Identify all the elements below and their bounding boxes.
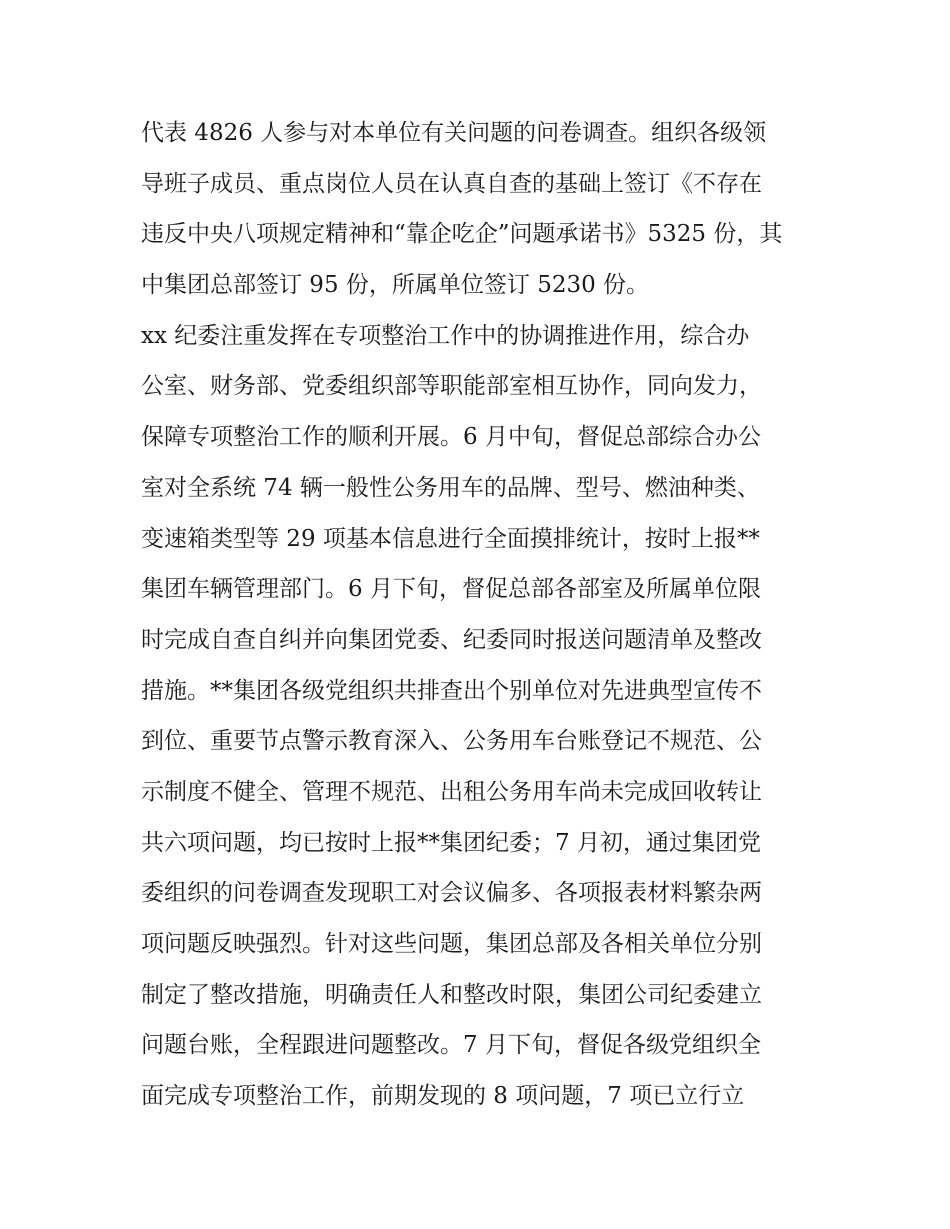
text-line: 保障专项整治工作的顺利开展。6 月中旬，督促总部综合办公: [141, 424, 761, 451]
text-line: 示制度不健全、管理不规范、出租公务用车尚未完成回收转让: [141, 778, 762, 805]
text-line: 问题台账，全程跟进问题整改。7 月下旬，督促各级党组织全: [141, 1032, 761, 1059]
text-line: 中集团总部签订 95 份，所属单位签订 5230 份。: [141, 272, 650, 299]
text-line: 违反中央八项规定精神和“靠企吃企”问题承诺书》5325 份，其: [141, 221, 783, 248]
text-line: 面完成专项整治工作，前期发现的 8 项问题，7 项已立行立: [141, 1083, 745, 1110]
text-line: 变速箱类型等 29 项基本信息进行全面摸排统计，按时上报**: [141, 525, 760, 552]
text-line: 委组织的问卷调查发现职工对会议偏多、各项报表材料繁杂两: [141, 880, 762, 907]
text-line: 室对全系统 74 辆一般性公务用车的品牌、型号、燃油种类、: [141, 474, 760, 501]
text-line: 导班子成员、重点岗位人员在认真自查的基础上签订《不存在: [141, 170, 762, 197]
text-line: 集团车辆管理部门。6 月下旬，督促总部各部室及所属单位限: [141, 576, 761, 603]
text-line: 项问题反映强烈。针对这些问题，集团总部及各相关单位分别: [141, 931, 762, 957]
text-line: 到位、重要节点警示教育深入、公务用车台账登记不规范、公: [141, 728, 762, 755]
text-line: xx 纪委注重发挥在专项整治工作中的协调推进作用，综合办: [141, 322, 750, 349]
text-line: 代表 4826 人参与对本单位有关问题的问卷调查。组织各级领: [141, 120, 767, 146]
text-line: 时完成自查自纠并向集团党委、纪委同时报送问题清单及整改: [141, 626, 762, 653]
body-text: [141, 108, 821, 1122]
text-line: 共六项问题，均已按时上报**集团纪委；7 月初，通过集团党: [141, 829, 761, 856]
text-line: 制定了整改措施，明确责任人和整改时限，集团公司纪委建立: [141, 981, 762, 1008]
text-line: 措施。**集团各级党组织共排查出个别单位对先进典型宣传不: [141, 677, 762, 704]
text-line: 公室、财务部、党委组织部等职能部室相互协作，同向发力，: [141, 373, 762, 400]
